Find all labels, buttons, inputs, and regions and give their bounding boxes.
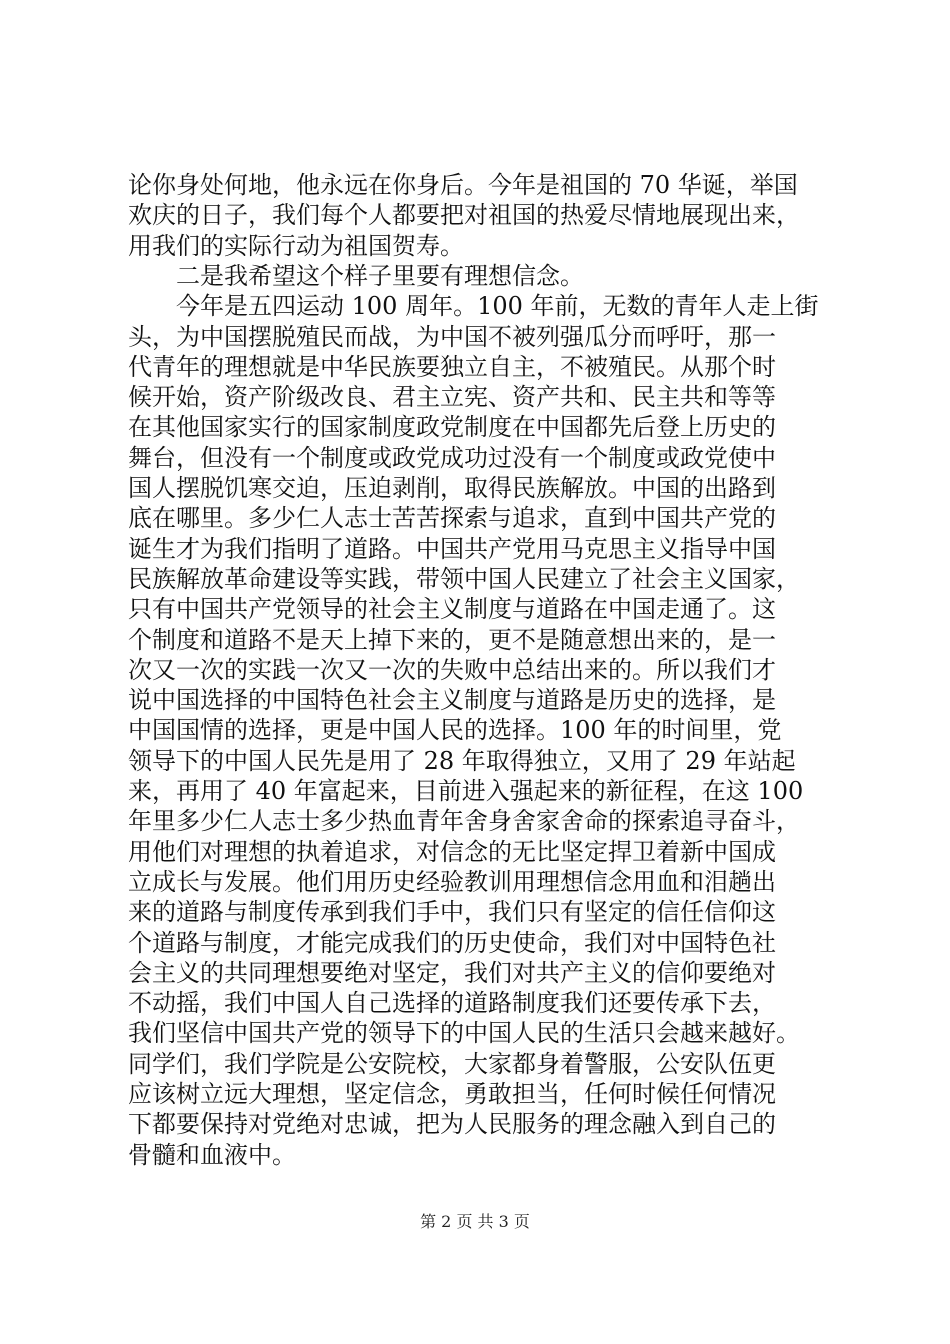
text-line: 只有中国共产党领导的社会主义制度与道路在中国走通了。这	[128, 595, 776, 624]
text-line: 诞生才为我们指明了道路。中国共产党用马克思主义指导中国	[128, 534, 776, 563]
text-line: 来，再用了 40 年富起来，目前进入强起来的新征程，在这 100	[128, 777, 804, 805]
text-line: 不动摇，我们中国人自己选择的道路制度我们还要传承下去，	[128, 989, 776, 1018]
text-line: 说中国选择的中国特色社会主义制度与道路是历史的选择，是	[128, 686, 776, 715]
text-line: 下都要保持对党绝对忠诚，把为人民服务的理念融入到自己的	[128, 1110, 776, 1139]
text-line: 来的道路与制度传承到我们手中，我们只有坚定的信任信仰这	[128, 898, 776, 927]
text-line: 今年是五四运动 100 周年。100 年前，无数的青年人走上街	[128, 292, 819, 321]
text-line: 代青年的理想就是中华民族要独立自主，不被殖民。从那个时	[128, 352, 776, 381]
text-line: 我们坚信中国共产党的领导下的中国人民的生活只会越来越好。	[128, 1019, 800, 1048]
text-line: 次又一次的实践一次又一次的失败中总结出来的。所以我们才	[128, 655, 776, 684]
text-line: 底在哪里。多少仁人志士苦苦探索与追求，直到中国共产党的	[128, 504, 776, 533]
page-number-footer: 第 2 页 共 3 页	[420, 1212, 530, 1231]
text-line: 舞台，但没有一个制度或政党成功过没有一个制度或政党使中	[128, 443, 776, 472]
text-line: 用我们的实际行动为祖国贺寿。	[128, 231, 464, 260]
text-line: 民族解放革命建设等实践，带领中国人民建立了社会主义国家，	[128, 564, 800, 593]
text-line: 在其他国家实行的国家制度政党制度在中国都先后登上历史的	[128, 413, 776, 442]
text-line: 二是我希望这个样子里要有理想信念。	[128, 261, 584, 290]
text-line: 欢庆的日子，我们每个人都要把对祖国的热爱尽情地展现出来，	[128, 201, 800, 230]
text-line: 领导下的中国人民先是用了 28 年取得独立，又用了 29 年站起	[128, 746, 796, 775]
text-line: 用他们对理想的执着追求，对信念的无比坚定捍卫着新中国成	[128, 837, 776, 866]
text-line: 年里多少仁人志士多少热血青年舍身舍家舍命的探索追寻奋斗，	[128, 807, 800, 836]
text-line: 会主义的共同理想要绝对坚定，我们对共产主义的信仰要绝对	[128, 958, 776, 987]
text-line: 中国国情的选择，更是中国人民的选择。100 年的时间里，党	[128, 716, 782, 745]
text-line: 候开始，资产阶级改良、君主立宪、资产共和、民主共和等等	[128, 383, 776, 412]
text-line: 应该树立远大理想，坚定信念，勇敢担当，任何时候任何情况	[128, 1080, 776, 1108]
text-line: 骨髓和血液中。	[128, 1140, 296, 1169]
text-line: 立成长与发展。他们用历史经验教训用理想信念用血和泪趟出	[128, 867, 776, 896]
text-line: 论你身处何地，他永远在你身后。今年是祖国的 70 华诞，举国	[128, 171, 798, 199]
text-line: 头，为中国摆脱殖民而战，为中国不被列强瓜分而呼吁，那一	[128, 322, 776, 351]
text-line: 同学们，我们学院是公安院校，大家都身着警服，公安队伍更	[128, 1049, 776, 1078]
text-line: 国人摆脱饥寒交迫，压迫剥削，取得民族解放。中国的出路到	[128, 474, 776, 502]
text-line: 个制度和道路不是天上掉下来的，更不是随意想出来的，是一	[128, 625, 776, 654]
text-line: 个道路与制度，才能完成我们的历史使命，我们对中国特色社	[128, 928, 776, 957]
